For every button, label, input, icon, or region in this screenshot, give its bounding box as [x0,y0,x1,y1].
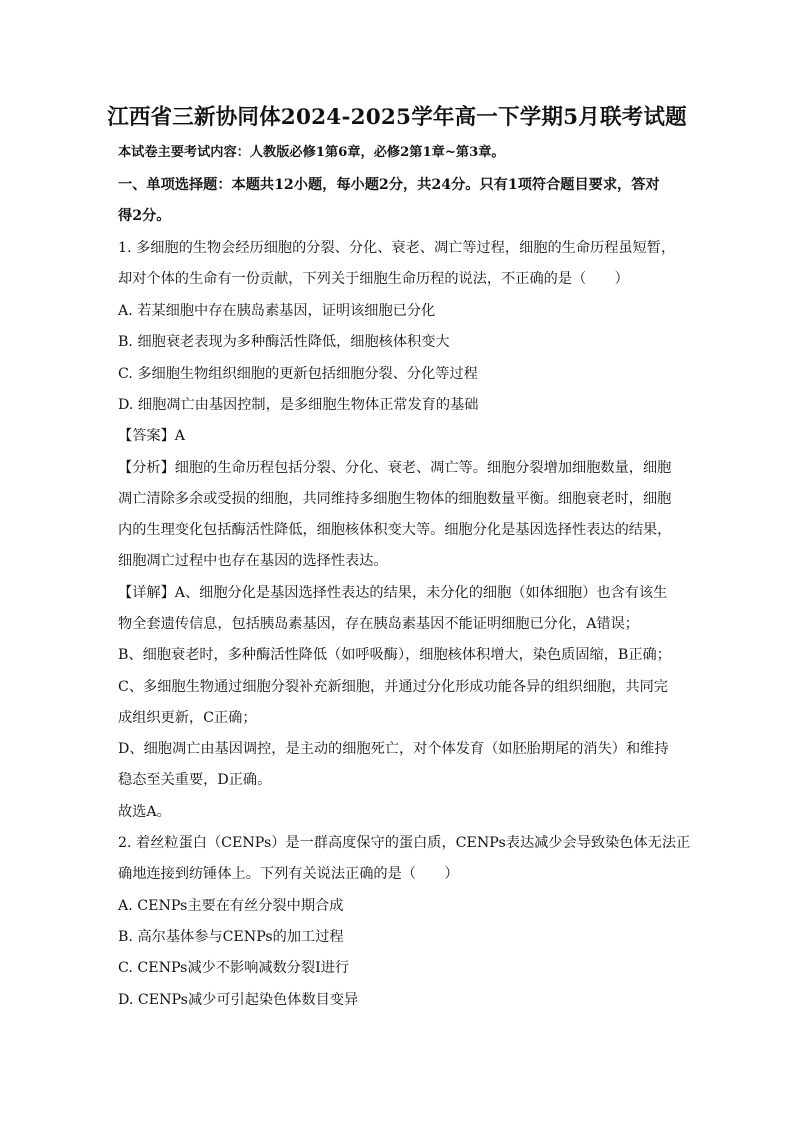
q1-detail-line-6: D、细胞凋亡由基因调控，是主动的细胞死亡，对个体发育（如胚胎期尾的消失）和维持 [118,741,669,757]
q1-detail-line-1: 【详解】A、细胞分化是基因选择性表达的结果，未分化的细胞（如体细胞）也含有该生 [118,585,668,601]
q1-detail-line-3: B、细胞衰老时，多种酶活性降低（如呼吸酶），细胞核体积增大，染色质固缩，B正确； [118,647,671,663]
q1-analysis-line-1: 【分析】细胞的生命历程包括分裂、分化、衰老、凋亡等。细胞分裂增加细胞数量，细胞 [118,460,672,476]
q2-stem-line-1: 2. 着丝粒蛋白（CENPs）是一群高度保守的蛋白质，CENPs表达减少会导致染色体无法正 [118,835,691,851]
section-heading-line-1: 一、单项选择题：本题共12小题，每小题2分，共24分。只有1项符合题目要求，答对 [118,177,660,193]
q1-final-choice: 故选A。 [118,804,171,820]
q2-stem-line-2: 确地连接到纺锤体上。下列有关说法正确的是（ ） [118,866,459,882]
q1-analysis-line-3: 内的生理变化包括酶活性降低，细胞核体积变大等。细胞分化是基因选择性表达的结果， [118,522,672,538]
q1-detail-line-7: 稳态至关重要，D正确。 [118,772,272,788]
q1-detail-line-2: 物全套遗传信息，包括胰岛素基因，存在胰岛素基因不能证明细胞已分化，A错误； [118,616,639,632]
q1-detail-line-4: C、多细胞生物通过细胞分裂补充新细胞，并通过分化形成功能各异的组织细胞，共同完 [118,679,668,695]
q1-detail-line-5: 成组织更新，C正确； [118,710,257,726]
q1-analysis-line-4: 细胞凋亡过程中也存在基因的选择性表达。 [118,553,388,569]
q1-analysis-line-2: 凋亡清除多余或受损的细胞，共同维持多细胞生物体的细胞数量平衡。细胞衰老时，细胞 [118,491,672,507]
q2-option-c: C. CENPs减少不影响减数分裂Ⅰ进行 [118,960,350,976]
q2-option-a: A. CENPs主要在有丝分裂中期合成 [118,898,344,914]
q1-answer: 【答案】A [118,428,185,444]
q2-option-d: D. CENPs减少可引起染色体数目变异 [118,992,359,1008]
q2-option-b: B. 高尔基体参与CENPs的加工过程 [118,929,344,945]
exam-scope-note: 本试卷主要考试内容：人教版必修1第6章，必修2第1章~第3章。 [118,145,505,160]
q1-option-b: B. 细胞衰老表现为多种酶活性降低，细胞核体积变大 [118,334,450,350]
q1-option-a: A. 若某细胞中存在胰岛素基因，证明该细胞已分化 [118,303,436,319]
q1-stem-line-2: 却对个体的生命有一份贡献，下列关于细胞生命历程的说法，不正确的是（ ） [118,271,629,287]
q1-option-c: C. 多细胞生物组织细胞的更新包括细胞分裂、分化等过程 [118,366,478,382]
q1-option-d: D. 细胞凋亡由基因控制，是多细胞生物体正常发育的基础 [118,397,479,413]
page-title: 江西省三新协同体2024-2025学年高一下学期5月联考试题 [107,105,687,130]
q1-stem-line-1: 1. 多细胞的生物会经历细胞的分裂、分化、衰老、凋亡等过程，细胞的生命历程虽短暂， [118,240,676,256]
section-heading-line-2: 得2分。 [118,208,171,224]
